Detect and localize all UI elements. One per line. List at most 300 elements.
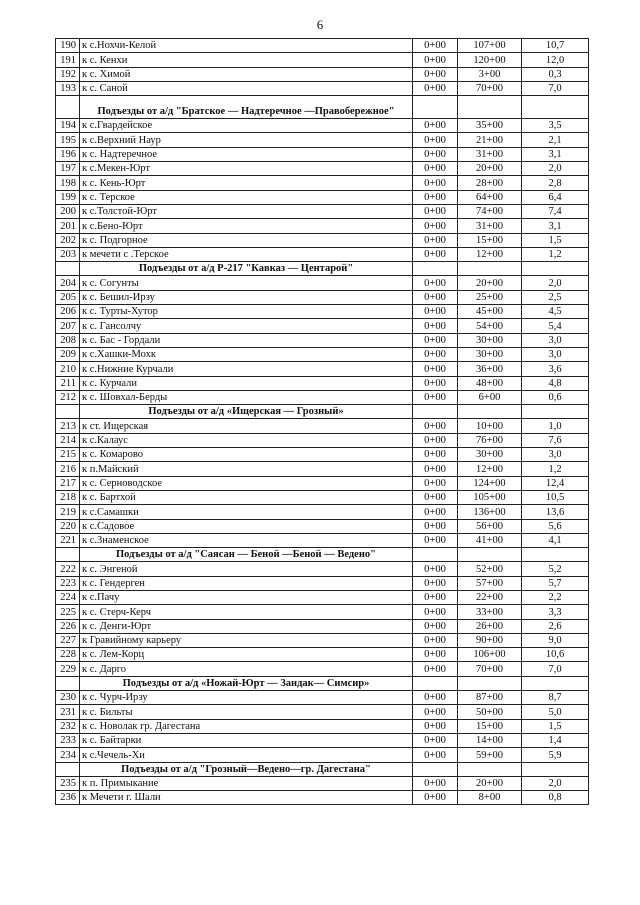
road-name: к с. Гансолчу — [80, 319, 413, 333]
start-km: 0+00 — [413, 190, 458, 204]
row-number: 194 — [56, 119, 80, 133]
length-km: 6,4 — [522, 190, 589, 204]
road-name: к с.Бено-Юрт — [80, 219, 413, 233]
table-row — [56, 662, 589, 676]
road-name: к с. Надтеречное — [80, 147, 413, 161]
length-km: 12,0 — [522, 53, 589, 67]
section-number-cell — [56, 548, 80, 562]
section-title: Подъезды от а/д "Братское — Надтеречное —Правобережное" — [80, 96, 413, 119]
section-empty-cell — [458, 405, 522, 419]
row-number: 190 — [56, 39, 80, 53]
section-header-row — [56, 676, 589, 690]
table-row — [56, 53, 589, 67]
start-km: 0+00 — [413, 648, 458, 662]
section-empty-cell — [413, 405, 458, 419]
section-empty-cell — [413, 96, 458, 119]
road-name: к мечети с .Терское — [80, 247, 413, 261]
road-name: к с. Кенхи — [80, 53, 413, 67]
road-name: к Мечети г. Шали — [80, 791, 413, 805]
road-name: к с. Подгорное — [80, 233, 413, 247]
start-km: 0+00 — [413, 519, 458, 533]
length-km: 2,0 — [522, 276, 589, 290]
start-km: 0+00 — [413, 176, 458, 190]
length-km: 12,4 — [522, 476, 589, 490]
section-empty-cell — [522, 762, 589, 776]
row-number: 201 — [56, 219, 80, 233]
length-km: 5,0 — [522, 705, 589, 719]
start-km: 0+00 — [413, 433, 458, 447]
section-empty-cell — [458, 676, 522, 690]
end-km: 6+00 — [458, 390, 522, 404]
length-km: 0,3 — [522, 67, 589, 81]
table-row — [56, 247, 589, 261]
start-km: 0+00 — [413, 147, 458, 161]
table-row — [56, 162, 589, 176]
length-km: 1,5 — [522, 233, 589, 247]
road-name: к с. Серноводское — [80, 476, 413, 490]
section-empty-cell — [522, 96, 589, 119]
section-title: Подъезды от а/д "Саясан — Беной —Беной — Ведено" — [80, 548, 413, 562]
table-row — [56, 791, 589, 805]
road-name: к с.Гвардейское — [80, 119, 413, 133]
length-km: 5,6 — [522, 519, 589, 533]
length-km: 10,6 — [522, 648, 589, 662]
row-number: 203 — [56, 247, 80, 261]
road-name: к с. Лем-Корц — [80, 648, 413, 662]
start-km: 0+00 — [413, 633, 458, 647]
end-km: 76+00 — [458, 433, 522, 447]
end-km: 70+00 — [458, 662, 522, 676]
section-empty-cell — [413, 762, 458, 776]
table-row — [56, 362, 589, 376]
start-km: 0+00 — [413, 219, 458, 233]
road-name: к с.Толстой-Юрт — [80, 204, 413, 218]
end-km: 10+00 — [458, 419, 522, 433]
end-km: 21+00 — [458, 133, 522, 147]
table-row — [56, 333, 589, 347]
table-row — [56, 648, 589, 662]
length-km: 3,5 — [522, 119, 589, 133]
length-km: 2,6 — [522, 619, 589, 633]
section-title: Подъезды от а/д Р-217 "Кавказ — Центарой" — [80, 262, 413, 276]
start-km: 0+00 — [413, 81, 458, 95]
length-km: 1,0 — [522, 419, 589, 433]
start-km: 0+00 — [413, 204, 458, 218]
table-row — [56, 233, 589, 247]
length-km: 2,8 — [522, 176, 589, 190]
section-empty-cell — [522, 405, 589, 419]
end-km: 57+00 — [458, 576, 522, 590]
end-km: 106+00 — [458, 648, 522, 662]
road-name: к с. Стерч-Керч — [80, 605, 413, 619]
road-name: к с.Мекен-Юрт — [80, 162, 413, 176]
end-km: 30+00 — [458, 448, 522, 462]
start-km: 0+00 — [413, 576, 458, 590]
table-row — [56, 376, 589, 390]
section-title: Подъезды от а/д «Ищерская — Грозный» — [80, 405, 413, 419]
start-km: 0+00 — [413, 276, 458, 290]
end-km: 48+00 — [458, 376, 522, 390]
section-empty-cell — [458, 96, 522, 119]
road-name: к с.Пачу — [80, 590, 413, 604]
row-number: 200 — [56, 204, 80, 218]
road-name: к с.Хашки-Мохк — [80, 347, 413, 361]
length-km: 1,5 — [522, 719, 589, 733]
road-name: к с. Бильты — [80, 705, 413, 719]
length-km: 1,2 — [522, 247, 589, 261]
length-km: 2,0 — [522, 776, 589, 790]
table-row — [56, 576, 589, 590]
row-number: 221 — [56, 533, 80, 547]
row-number: 229 — [56, 662, 80, 676]
length-km: 13,6 — [522, 505, 589, 519]
end-km: 25+00 — [458, 290, 522, 304]
section-empty-cell — [458, 262, 522, 276]
end-km: 124+00 — [458, 476, 522, 490]
end-km: 20+00 — [458, 776, 522, 790]
table-row — [56, 419, 589, 433]
end-km: 30+00 — [458, 333, 522, 347]
row-number: 230 — [56, 691, 80, 705]
end-km: 50+00 — [458, 705, 522, 719]
row-number: 211 — [56, 376, 80, 390]
table-row — [56, 476, 589, 490]
road-name: к с.Верхний Наур — [80, 133, 413, 147]
start-km: 0+00 — [413, 691, 458, 705]
end-km: 12+00 — [458, 247, 522, 261]
length-km: 10,7 — [522, 39, 589, 53]
section-empty-cell — [458, 548, 522, 562]
section-header-row — [56, 96, 589, 119]
table-row — [56, 219, 589, 233]
table-row — [56, 119, 589, 133]
start-km: 0+00 — [413, 733, 458, 747]
length-km: 3,6 — [522, 362, 589, 376]
row-number: 207 — [56, 319, 80, 333]
end-km: 35+00 — [458, 119, 522, 133]
row-number: 231 — [56, 705, 80, 719]
table-row — [56, 505, 589, 519]
row-number: 191 — [56, 53, 80, 67]
row-number: 199 — [56, 190, 80, 204]
road-name: к с. Курчали — [80, 376, 413, 390]
table-row — [56, 290, 589, 304]
length-km: 3,0 — [522, 347, 589, 361]
start-km: 0+00 — [413, 791, 458, 805]
table-row — [56, 691, 589, 705]
road-name: к с. Турты-Хутор — [80, 305, 413, 319]
section-number-cell — [56, 405, 80, 419]
table-row — [56, 705, 589, 719]
end-km: 136+00 — [458, 505, 522, 519]
road-name: к с.Калаус — [80, 433, 413, 447]
table-row — [56, 204, 589, 218]
section-header-row — [56, 262, 589, 276]
road-name: к ст. Ищерская — [80, 419, 413, 433]
row-number: 192 — [56, 67, 80, 81]
section-header-row — [56, 762, 589, 776]
end-km: 56+00 — [458, 519, 522, 533]
row-number: 224 — [56, 590, 80, 604]
page-number: 6 — [316, 17, 324, 32]
end-km: 31+00 — [458, 219, 522, 233]
length-km: 7,0 — [522, 662, 589, 676]
table-row — [56, 347, 589, 361]
start-km: 0+00 — [413, 490, 458, 504]
end-km: 31+00 — [458, 147, 522, 161]
length-km: 3,3 — [522, 605, 589, 619]
end-km: 28+00 — [458, 176, 522, 190]
road-name: к с. Байтарки — [80, 733, 413, 747]
table-row — [56, 490, 589, 504]
start-km: 0+00 — [413, 619, 458, 633]
row-number: 218 — [56, 490, 80, 504]
start-km: 0+00 — [413, 133, 458, 147]
start-km: 0+00 — [413, 247, 458, 261]
length-km: 1,2 — [522, 462, 589, 476]
start-km: 0+00 — [413, 705, 458, 719]
start-km: 0+00 — [413, 376, 458, 390]
row-number: 234 — [56, 748, 80, 762]
end-km: 52+00 — [458, 562, 522, 576]
row-number: 212 — [56, 390, 80, 404]
length-km: 0,8 — [522, 791, 589, 805]
section-empty-cell — [413, 548, 458, 562]
length-km: 2,0 — [522, 162, 589, 176]
length-km: 4,1 — [522, 533, 589, 547]
road-name: к с. Гендерген — [80, 576, 413, 590]
start-km: 0+00 — [413, 233, 458, 247]
start-km: 0+00 — [413, 462, 458, 476]
table-row — [56, 433, 589, 447]
section-title: Подъезды от а/д «Ножай-Юрт — Зандак— Симсир» — [80, 676, 413, 690]
row-number: 196 — [56, 147, 80, 161]
row-number: 197 — [56, 162, 80, 176]
start-km: 0+00 — [413, 476, 458, 490]
road-name: к с. Новолак гр. Дагестана — [80, 719, 413, 733]
section-header-row — [56, 548, 589, 562]
row-number: 215 — [56, 448, 80, 462]
row-number: 209 — [56, 347, 80, 361]
row-number: 223 — [56, 576, 80, 590]
length-km: 7,4 — [522, 204, 589, 218]
end-km: 59+00 — [458, 748, 522, 762]
end-km: 20+00 — [458, 162, 522, 176]
start-km: 0+00 — [413, 419, 458, 433]
end-km: 3+00 — [458, 67, 522, 81]
section-empty-cell — [413, 262, 458, 276]
end-km: 64+00 — [458, 190, 522, 204]
road-name: к с. Комарово — [80, 448, 413, 462]
start-km: 0+00 — [413, 39, 458, 53]
length-km: 4,8 — [522, 376, 589, 390]
start-km: 0+00 — [413, 119, 458, 133]
end-km: 120+00 — [458, 53, 522, 67]
road-name: к с. Кень-Юрт — [80, 176, 413, 190]
row-number: 219 — [56, 505, 80, 519]
length-km: 5,7 — [522, 576, 589, 590]
length-km: 1,4 — [522, 733, 589, 747]
row-number: 206 — [56, 305, 80, 319]
road-name: к с.Чечель-Хи — [80, 748, 413, 762]
start-km: 0+00 — [413, 390, 458, 404]
row-number: 236 — [56, 791, 80, 805]
road-name: к Гравийному карьеру — [80, 633, 413, 647]
start-km: 0+00 — [413, 719, 458, 733]
road-name: к с. Согунты — [80, 276, 413, 290]
roads-table — [55, 38, 589, 805]
table-row — [56, 190, 589, 204]
section-empty-cell — [522, 676, 589, 690]
table-row — [56, 133, 589, 147]
length-km: 9,0 — [522, 633, 589, 647]
start-km: 0+00 — [413, 67, 458, 81]
end-km: 20+00 — [458, 276, 522, 290]
length-km: 10,5 — [522, 490, 589, 504]
table-row — [56, 176, 589, 190]
length-km: 3,0 — [522, 333, 589, 347]
row-number: 208 — [56, 333, 80, 347]
start-km: 0+00 — [413, 362, 458, 376]
length-km: 5,4 — [522, 319, 589, 333]
table-row — [56, 633, 589, 647]
length-km: 4,5 — [522, 305, 589, 319]
start-km: 0+00 — [413, 319, 458, 333]
road-name: к с.Самашки — [80, 505, 413, 519]
end-km: 30+00 — [458, 347, 522, 361]
section-number-cell — [56, 762, 80, 776]
end-km: 8+00 — [458, 791, 522, 805]
road-name: к с.Нохчи-Келой — [80, 39, 413, 53]
start-km: 0+00 — [413, 290, 458, 304]
start-km: 0+00 — [413, 53, 458, 67]
start-km: 0+00 — [413, 533, 458, 547]
length-km: 5,9 — [522, 748, 589, 762]
row-number: 222 — [56, 562, 80, 576]
table-row — [56, 605, 589, 619]
length-km: 3,0 — [522, 448, 589, 462]
table-row — [56, 776, 589, 790]
end-km: 14+00 — [458, 733, 522, 747]
row-number: 225 — [56, 605, 80, 619]
road-name: к с.Знаменское — [80, 533, 413, 547]
end-km: 87+00 — [458, 691, 522, 705]
road-name: к с.Садовое — [80, 519, 413, 533]
end-km: 90+00 — [458, 633, 522, 647]
end-km: 15+00 — [458, 233, 522, 247]
start-km: 0+00 — [413, 748, 458, 762]
row-number: 198 — [56, 176, 80, 190]
table-row — [56, 276, 589, 290]
table-row — [56, 147, 589, 161]
table-row — [56, 733, 589, 747]
end-km: 54+00 — [458, 319, 522, 333]
start-km: 0+00 — [413, 347, 458, 361]
end-km: 105+00 — [458, 490, 522, 504]
table-row — [56, 305, 589, 319]
start-km: 0+00 — [413, 305, 458, 319]
table-row — [56, 39, 589, 53]
length-km: 7,0 — [522, 81, 589, 95]
row-number: 233 — [56, 733, 80, 747]
start-km: 0+00 — [413, 590, 458, 604]
table-row — [56, 719, 589, 733]
road-name: к с. Денги-Юрт — [80, 619, 413, 633]
table-row — [56, 562, 589, 576]
road-name: к с. Химой — [80, 67, 413, 81]
section-empty-cell — [522, 262, 589, 276]
table-row — [56, 390, 589, 404]
row-number: 214 — [56, 433, 80, 447]
end-km: 74+00 — [458, 204, 522, 218]
row-number: 226 — [56, 619, 80, 633]
row-number: 204 — [56, 276, 80, 290]
start-km: 0+00 — [413, 448, 458, 462]
table-row — [56, 619, 589, 633]
row-number: 213 — [56, 419, 80, 433]
end-km: 36+00 — [458, 362, 522, 376]
end-km: 15+00 — [458, 719, 522, 733]
road-name: к с. Бас - Гордали — [80, 333, 413, 347]
table-row — [56, 590, 589, 604]
table-row — [56, 533, 589, 547]
section-header-row — [56, 405, 589, 419]
road-name: к с. Бешил-Ирзу — [80, 290, 413, 304]
end-km: 22+00 — [458, 590, 522, 604]
length-km: 2,1 — [522, 133, 589, 147]
row-number: 195 — [56, 133, 80, 147]
section-number-cell — [56, 676, 80, 690]
row-number: 216 — [56, 462, 80, 476]
start-km: 0+00 — [413, 776, 458, 790]
road-name: к с. Бартхой — [80, 490, 413, 504]
row-number: 220 — [56, 519, 80, 533]
table-row — [56, 448, 589, 462]
end-km: 45+00 — [458, 305, 522, 319]
end-km: 33+00 — [458, 605, 522, 619]
row-number: 228 — [56, 648, 80, 662]
end-km: 26+00 — [458, 619, 522, 633]
section-number-cell — [56, 262, 80, 276]
row-number: 227 — [56, 633, 80, 647]
length-km: 0,6 — [522, 390, 589, 404]
length-km: 8,7 — [522, 691, 589, 705]
row-number: 210 — [56, 362, 80, 376]
length-km: 2,2 — [522, 590, 589, 604]
table-row — [56, 319, 589, 333]
end-km: 12+00 — [458, 462, 522, 476]
table-row — [56, 81, 589, 95]
road-name: к с. Дарго — [80, 662, 413, 676]
row-number: 202 — [56, 233, 80, 247]
start-km: 0+00 — [413, 162, 458, 176]
road-name: к с. Чурч-Ирзу — [80, 691, 413, 705]
table-row — [56, 519, 589, 533]
length-km: 3,1 — [522, 147, 589, 161]
end-km: 107+00 — [458, 39, 522, 53]
start-km: 0+00 — [413, 333, 458, 347]
length-km: 5,2 — [522, 562, 589, 576]
section-empty-cell — [522, 548, 589, 562]
road-name: к п.Майский — [80, 462, 413, 476]
start-km: 0+00 — [413, 505, 458, 519]
row-number: 235 — [56, 776, 80, 790]
length-km: 2,5 — [522, 290, 589, 304]
road-name: к с. Терское — [80, 190, 413, 204]
end-km: 41+00 — [458, 533, 522, 547]
road-name: к п. Примыкание — [80, 776, 413, 790]
section-title: Подъезды от а/д "Грозный—Ведено—гр. Дагестана" — [80, 762, 413, 776]
